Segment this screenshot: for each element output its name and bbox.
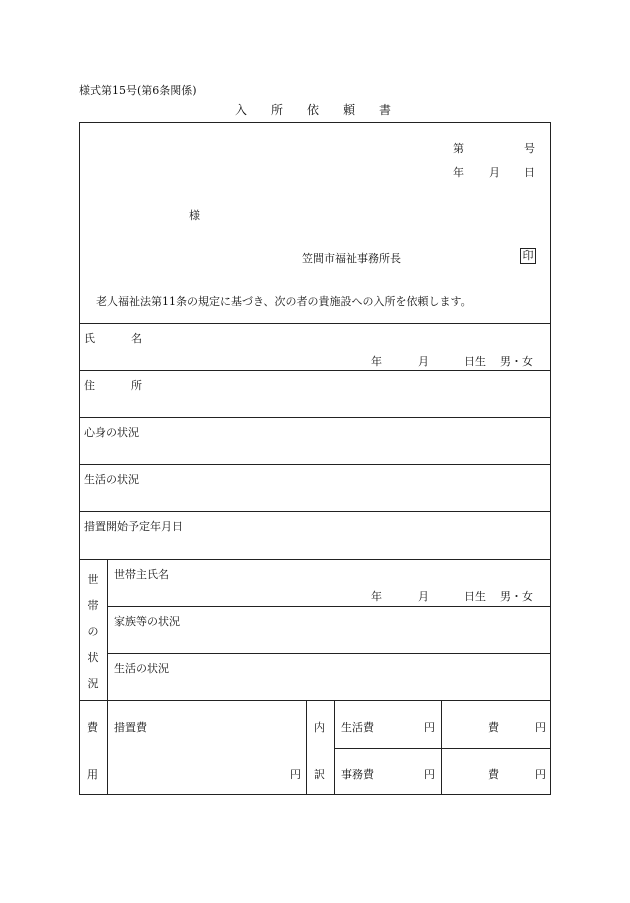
number-prefix: 第 <box>453 142 464 155</box>
extra-cost-1-label: 費 <box>488 721 499 734</box>
household-birth-month: 月 <box>418 590 429 603</box>
date-day: 日 <box>524 166 535 179</box>
gender-choice: 男・女 <box>500 355 533 368</box>
birth-day: 日生 <box>464 355 486 368</box>
extra-cost-2-yen: 円 <box>535 768 546 781</box>
divider-measure <box>306 700 307 795</box>
office-cost-yen: 円 <box>424 768 435 781</box>
cost-label-top: 費 <box>87 721 98 734</box>
household-head-label: 世帯主氏名 <box>114 568 169 581</box>
birth-year: 年 <box>371 355 382 368</box>
breakdown-label-bottom: 訳 <box>314 768 325 781</box>
cost-label-bottom: 用 <box>87 768 98 781</box>
document-title: 入 所 依 頼 書 <box>235 103 392 117</box>
household-char-3: の <box>87 625 99 638</box>
divider-household <box>79 559 551 560</box>
office-cost-label: 事務費 <box>341 768 374 781</box>
issuer-name: 笠間市福祉事務所長 <box>302 252 401 265</box>
request-body-text: 老人福祉法第11条の規定に基づき、次の者の貴施設への入所を依頼します。 <box>96 295 472 308</box>
breakdown-label-top: 内 <box>314 721 325 734</box>
start-date-label: 措置開始予定年月日 <box>84 520 183 533</box>
household-char-2: 帯 <box>87 599 99 612</box>
mental-physical-label: 心身の状況 <box>84 426 139 439</box>
household-birth-day: 日生 <box>464 590 486 603</box>
family-status-label: 家族等の状況 <box>114 615 180 628</box>
divider-living <box>79 464 551 465</box>
address-label-2: 所 <box>131 379 142 392</box>
living-cost-yen: 円 <box>424 721 435 734</box>
measure-cost-label: 措置費 <box>114 721 147 734</box>
household-living-label: 生活の状況 <box>114 662 169 675</box>
divider-breakdown <box>334 748 551 749</box>
living-cost-label: 生活費 <box>341 721 374 734</box>
seal-mark: 印 <box>520 248 536 264</box>
birth-month: 月 <box>418 355 429 368</box>
date-month: 月 <box>489 166 500 179</box>
household-birth-year: 年 <box>371 590 382 603</box>
divider-start-date <box>79 511 551 512</box>
form-frame <box>79 122 551 795</box>
household-char-1: 世 <box>87 573 99 586</box>
measure-cost-yen: 円 <box>290 768 301 781</box>
household-vertical-label <box>79 574 107 704</box>
household-char-5: 況 <box>87 677 99 690</box>
divider-mental <box>79 417 551 418</box>
divider-left-column <box>107 559 108 795</box>
name-label-1: 氏 <box>84 332 95 345</box>
divider-household-living <box>107 653 551 654</box>
divider-name <box>79 323 551 324</box>
divider-breakdown-label <box>334 700 335 795</box>
date-year: 年 <box>453 166 464 179</box>
living-status-label: 生活の状況 <box>84 473 139 486</box>
household-char-4: 状 <box>87 651 99 664</box>
divider-breakdown-extra <box>441 700 442 795</box>
form-number: 様式第15号(第6条関係) <box>79 84 197 97</box>
divider-family <box>107 606 551 607</box>
divider-address <box>79 370 551 371</box>
name-label-2: 名 <box>131 332 142 345</box>
extra-cost-2-label: 費 <box>488 768 499 781</box>
address-label-1: 住 <box>84 379 95 392</box>
extra-cost-1-yen: 円 <box>535 721 546 734</box>
addressee-honorific: 様 <box>189 209 200 222</box>
divider-costs <box>79 700 551 701</box>
number-suffix: 号 <box>524 142 535 155</box>
household-gender-choice: 男・女 <box>500 590 533 603</box>
